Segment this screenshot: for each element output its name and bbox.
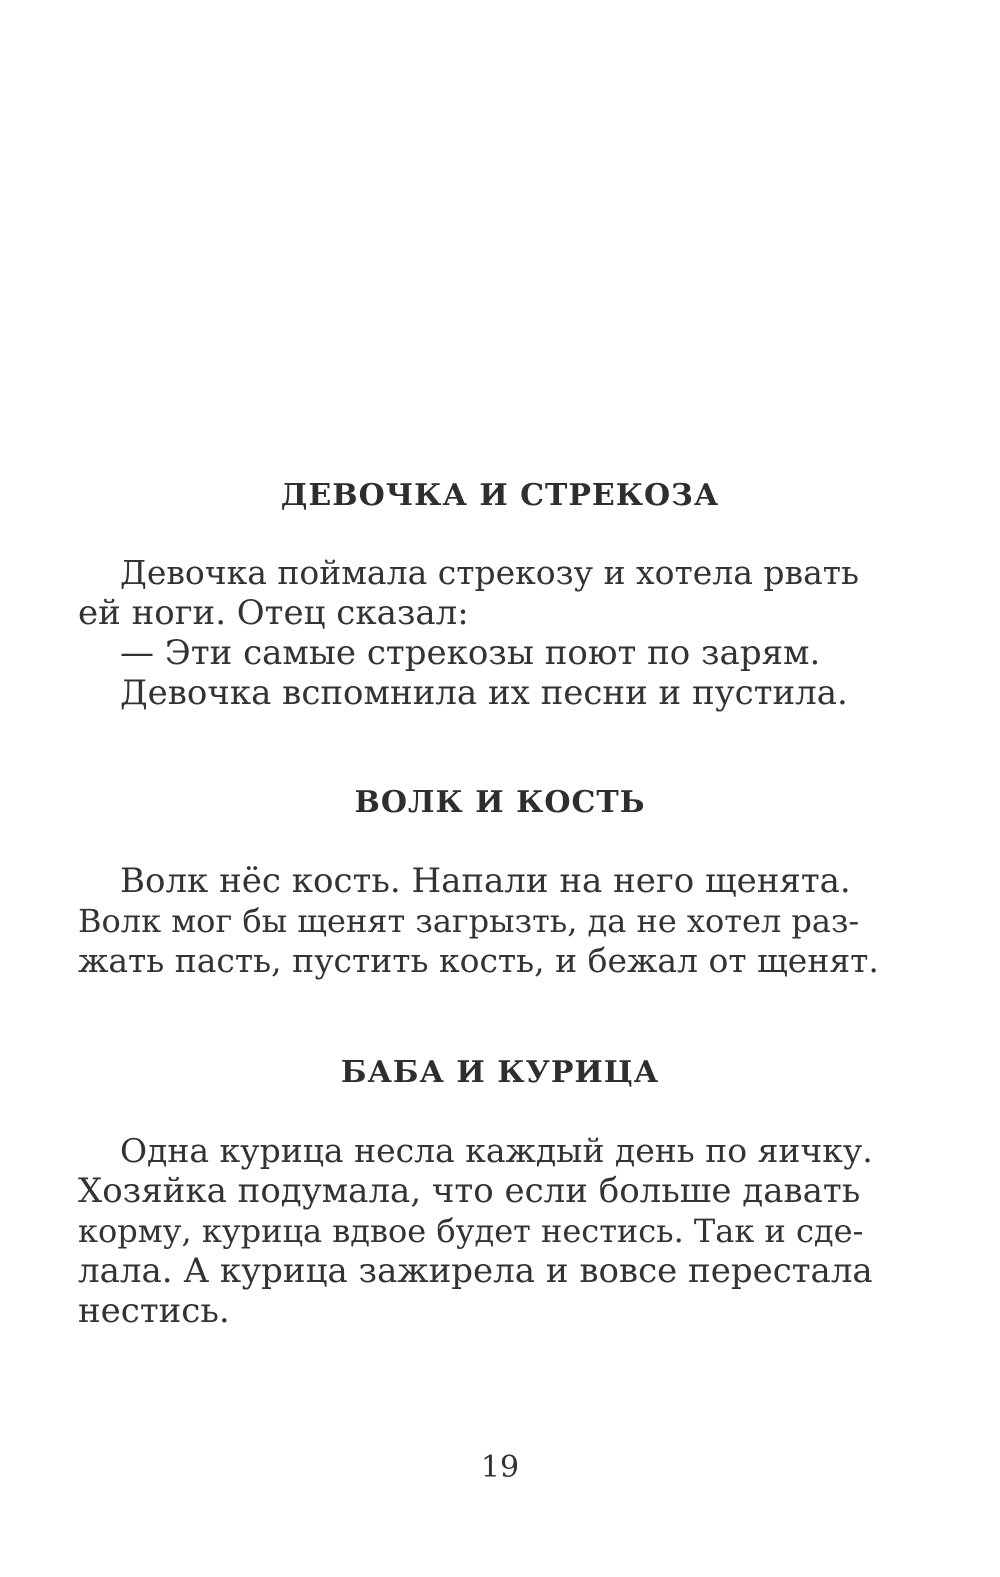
story-line: ей ноги. Отец сказал: bbox=[78, 593, 469, 633]
story-line: Девочка вспомнила их песни и пустила. bbox=[120, 673, 848, 713]
story-line: Одна курица несла каждый день по яичку. bbox=[120, 1131, 873, 1170]
story-title-volk: ВОЛК И КОСТЬ bbox=[354, 785, 646, 820]
story-line: Волк нёс кость. Напали на него щенята. bbox=[120, 861, 851, 901]
story-title-devochka: ДЕВОЧКА И СТРЕКОЗА bbox=[280, 478, 720, 513]
story-line: корму, курица вдвое будет нестись. Так и сде- bbox=[78, 1212, 864, 1250]
story-line: — Эти самые стрекозы поют по зарям. bbox=[120, 633, 821, 673]
story-line: лала. А курица зажирела и вовсе перестала bbox=[78, 1251, 873, 1291]
story-title-baba: БАБА И КУРИЦА bbox=[340, 1055, 660, 1090]
story-line: нестись. bbox=[78, 1291, 230, 1331]
story-line: Хозяйка подумала, что если больше давать bbox=[78, 1171, 861, 1211]
page-number: 19 bbox=[480, 1450, 520, 1485]
story-line: Девочка поймала стрекозу и хотела рвать bbox=[120, 553, 860, 592]
story-line: Волк мог бы щенят загрызть, да не хотел раз- bbox=[78, 902, 860, 940]
story-line: жать пасть, пустить кость, и бежал от щенят. bbox=[78, 941, 879, 980]
